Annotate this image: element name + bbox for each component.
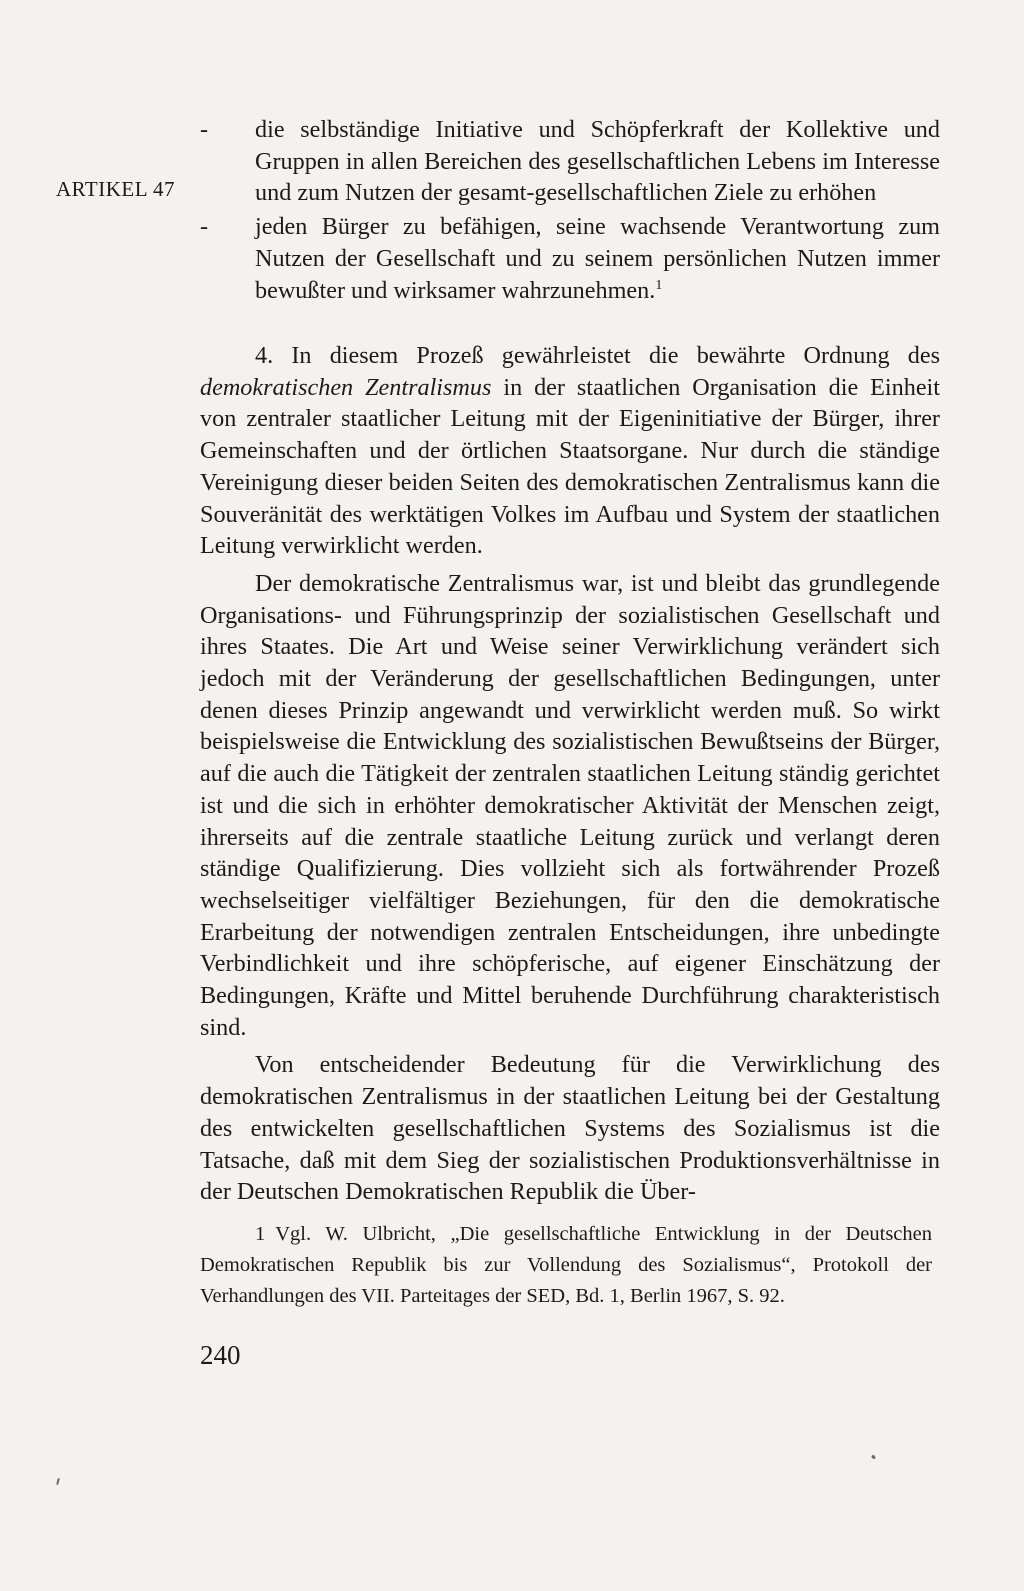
scan-speck — [871, 1455, 876, 1460]
dash-marker: - — [200, 116, 209, 143]
bullet-item — [200, 114, 940, 209]
paragraph-text: in der staatlichen Organisation die Einheit von zentraler staatlicher Leitung mit der Eigeninitiative der Bürger, ihrer Gemeinschaften und der örtlichen Staatsorgane. Nur durch die ständige Vereinigung dieser beiden Seiten des demokratischen Zentralismus kann die Souveränität des werktätigen Volkes im Aufbau und System der staatlichen Leitung verwirklicht werden. — [200, 373, 940, 560]
footnote-text: Vgl. W. Ulbricht, „Die gesellschaftliche Entwicklung in der Deutschen Demokratischen Republik bis zur Vollendung des Sozialismus“, Protokoll der Verhandlungen des VII. Parteitages der SED, Bd. 1, Berlin 1967, S. 92. — [200, 1223, 932, 1307]
paragraph-number: 4. — [255, 342, 274, 369]
footnote-reference: 1 — [655, 277, 663, 293]
paragraph: Der demokratische Zentralismus war, ist und bleibt das grundlegende Organisations- und Führungsprinzip der sozialistischen Gesellschaft und ihres Staates. Die Art und Weise seiner Verwirklichung verändert sich jedoch mit der Veränderung der gesellschaftlichen Bedingungen, unter denen dieses Prinzip angewandt und verwirklicht werden muß. So wirkt beispielsweise die Entwicklung des sozialistischen Bewußtseins der Bürger, auf die auch die Tätigkeit der zentralen staatlichen Leitung ständig gerichtet ist und die sich in erhöhter demokratischer Aktivität der Menschen zeigt, ihrerseits auf die zentrale staatliche Leitung zurück und verlangt deren ständige Qualifizierung. Dies vollzieht sich als fortwährender Prozeß wechselseitiger vielfältiger Beziehungen, für den die demokratische Erarbeitung der notwendigen zentralen Entscheidungen, ihre unbedingte Verbindlichkeit und ihre schöpferische, auf eigener Einschätzung der Bedingungen, Kräfte und Mittel beruhende Durchführung charakteristisch sind. — [200, 569, 940, 1041]
italic-term: demokratischen Zentralismus — [200, 373, 492, 401]
dash-marker: - — [200, 213, 209, 241]
paragraph-text: In diesem Prozeß gewährleistet die bewährte Ordnung des — [291, 342, 940, 369]
paragraph: Von entscheidender Bedeutung für die Verwirklichung des demokratischen Zentralismus in der staatlichen Leitung bei der Gestaltung des entwickelten gesellschaftlichen Systems des Sozialismus ist die Tatsache, daß mit dem Sieg der sozialistischen Produktionsverhältnisse in der Deutschen Demokratischen Republik die Über- — [200, 1051, 940, 1206]
bullet-text: jeden Bürger zu befähigen, seine wachsende Verantwortung zum Nutzen der Gesellschaft und zu seinem persönlichen Nutzen immer bewußter und wirksamer wahrzunehmen. — [255, 213, 940, 304]
bullet-list — [200, 114, 940, 308]
bullet-text: die selbständige Initiative und Schöpferkraft der Kollektive und Gruppen in allen Bereichen des gesellschaftlichen Lebens im Interesse und zum Nutzen der gesamt-gesellschaftlichen Ziele zu erhöhen — [255, 116, 940, 207]
paragraph-4 — [200, 340, 940, 562]
body-text — [200, 340, 940, 1214]
bullet-item — [200, 211, 940, 306]
footnote-number: 1 — [255, 1223, 266, 1245]
page-number: 240 — [200, 1340, 241, 1370]
scan-speck — [56, 1478, 60, 1485]
article-margin-label: ARTIKEL 47 — [56, 177, 176, 201]
footnote — [200, 1219, 932, 1312]
